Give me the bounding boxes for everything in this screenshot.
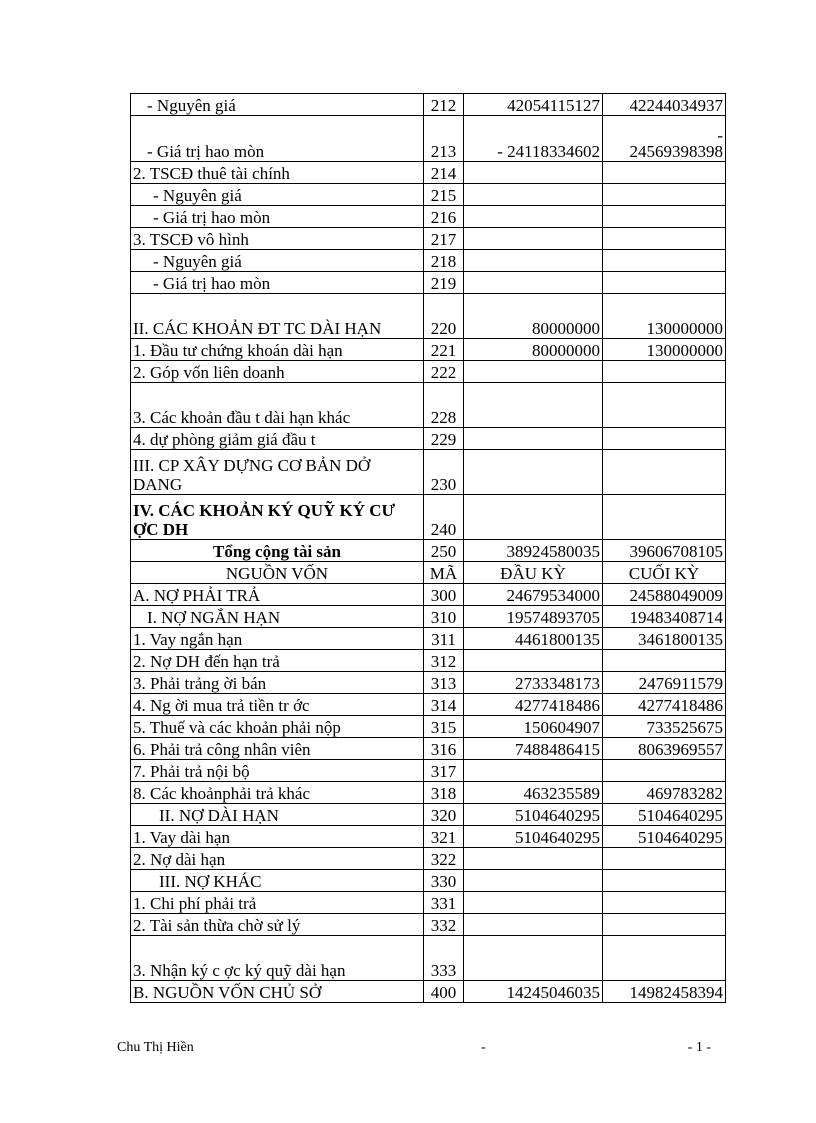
row-value-end-cell (603, 383, 726, 428)
row-code: 320 (424, 804, 464, 826)
table-row (131, 162, 726, 184)
row-value-start (464, 760, 603, 782)
row-item-label: II. NỢ DÀI HẠN (131, 804, 424, 826)
row-value-start (464, 162, 603, 184)
row-code: 214 (424, 162, 464, 184)
row-value-end-cell (603, 540, 726, 562)
table-row (131, 914, 726, 936)
row-value-start (464, 848, 603, 870)
row-value-start: 5104640295 (464, 804, 603, 826)
row-value-start (464, 450, 603, 495)
row-value-start: 19574893705 (464, 606, 603, 628)
row-code: 333 (424, 936, 464, 981)
row-code: 322 (424, 848, 464, 870)
row-value-start: 2733348173 (464, 672, 603, 694)
row-value-start (464, 228, 603, 250)
row-item-label: 1. Chi phí phải trả (131, 892, 424, 914)
row-value-end: 4277418486 (638, 696, 723, 715)
table-row (131, 383, 726, 428)
row-code: 400 (424, 981, 464, 1003)
row-item-label: 5. Thuế và các khoản phải nộp (131, 716, 424, 738)
row-item-label: 3. Phải trảng ời bán (131, 672, 424, 694)
row-item-label: - Nguyên giá (131, 94, 424, 116)
row-value-end: 42244034937 (629, 96, 723, 115)
table-row (131, 584, 726, 606)
table-row (131, 339, 726, 361)
row-value-start (464, 428, 603, 450)
balance-sheet-table (130, 93, 726, 1003)
row-code: 330 (424, 870, 464, 892)
row-value-end-cell (603, 606, 726, 628)
row-code: 215 (424, 184, 464, 206)
row-item-label: 1. Vay ngắn hạn (131, 628, 424, 650)
footer-author: Chu Thị Hiền (117, 1040, 194, 1055)
row-item-label: 6. Phải trả công nhân viên (131, 738, 424, 760)
row-value-end-cell (603, 782, 726, 804)
row-code: 314 (424, 694, 464, 716)
table-row (131, 250, 726, 272)
row-value-end-cell (603, 562, 726, 584)
row-item-label: - Nguyên giá (131, 250, 424, 272)
row-value-start (464, 206, 603, 228)
row-value-start: 4461800135 (464, 628, 603, 650)
row-value-end-cell (603, 870, 726, 892)
row-item-label: - Giá trị hao mòn (131, 116, 424, 162)
row-value-end-cell (603, 116, 726, 162)
row-value-end: 24569398398 (629, 142, 723, 161)
table-row (131, 228, 726, 250)
row-code: 318 (424, 782, 464, 804)
row-value-end-cell (603, 450, 726, 495)
row-value-end-cell (603, 584, 726, 606)
table-row (131, 848, 726, 870)
table-row (131, 738, 726, 760)
balance-sheet-body (131, 94, 726, 1003)
table-row (131, 361, 726, 383)
row-value-start (464, 870, 603, 892)
row-value-end: 3461800135 (638, 630, 723, 649)
row-value-end-cell (603, 716, 726, 738)
row-value-end: CUỐI KỲ (628, 564, 700, 583)
row-value-end-cell (603, 760, 726, 782)
row-value-end-cell (603, 294, 726, 339)
row-value-start (464, 892, 603, 914)
row-value-end-cell (603, 826, 726, 848)
row-value-end-cell (603, 694, 726, 716)
table-row (131, 94, 726, 116)
table-row (131, 782, 726, 804)
table-row (131, 272, 726, 294)
row-value-start: - 24118334602 (464, 116, 603, 162)
row-value-end-cell (603, 738, 726, 760)
row-value-start: 5104640295 (464, 826, 603, 848)
table-row (131, 206, 726, 228)
row-value-end-cell (603, 428, 726, 450)
row-code: 311 (424, 628, 464, 650)
row-value-end: 19483408714 (629, 608, 723, 627)
row-value-end-cell (603, 628, 726, 650)
row-value-start: 42054115127 (464, 94, 603, 116)
row-value-end: 733525675 (646, 718, 723, 737)
row-value-end-cell (603, 272, 726, 294)
row-value-start: 24679534000 (464, 584, 603, 606)
row-value-start: 7488486415 (464, 738, 603, 760)
row-code: 300 (424, 584, 464, 606)
row-value-end-cell (603, 981, 726, 1003)
row-code: 221 (424, 339, 464, 361)
table-row (131, 495, 726, 540)
row-code: 213 (424, 116, 464, 162)
table-row (131, 870, 726, 892)
row-item-label: A. NỢ PHẢI TRẢ (131, 584, 424, 606)
row-value-end-cell (603, 914, 726, 936)
row-value-start: 150604907 (464, 716, 603, 738)
row-code: 218 (424, 250, 464, 272)
table-row (131, 650, 726, 672)
row-item-label: B. NGUỒN VỐN CHỦ SỞ (131, 981, 424, 1003)
row-value-end-cell (603, 162, 726, 184)
row-item-label: 1. Vay dài hạn (131, 826, 424, 848)
row-item-label: 7. Phải trả nội bộ (131, 760, 424, 782)
row-code: 228 (424, 383, 464, 428)
table-row (131, 760, 726, 782)
table-row (131, 628, 726, 650)
row-item-label: 3. TSCĐ vô hình (131, 228, 424, 250)
table-row (131, 606, 726, 628)
row-value-end: 130000000 (646, 319, 723, 338)
row-value-start: 14245046035 (464, 981, 603, 1003)
table-row (131, 116, 726, 162)
row-value-end-cell (603, 206, 726, 228)
table-row (131, 716, 726, 738)
row-value-start: 4277418486 (464, 694, 603, 716)
row-value-start: 38924580035 (464, 540, 603, 562)
footer-page-number: - 1 - (687, 1040, 711, 1055)
row-value-end-cell (603, 848, 726, 870)
row-value-end: 5104640295 (638, 828, 723, 847)
row-item-label: 3. Nhận ký c ợc ký quỹ dài hạn (131, 936, 424, 981)
row-item-label: I. NỢ NGẮN HẠN (131, 606, 424, 628)
row-code: 212 (424, 94, 464, 116)
table-row (131, 694, 726, 716)
row-code: 315 (424, 716, 464, 738)
row-item-label: 2. Tài sản thừa chờ sử lý (131, 914, 424, 936)
row-item-label: 3. Các khoản đầu t dài hạn khác (131, 383, 424, 428)
row-value-end: 14982458394 (629, 983, 723, 1002)
row-item-label: - Giá trị hao mòn (131, 272, 424, 294)
row-value-end: 5104640295 (638, 806, 723, 825)
row-value-end-cell (603, 184, 726, 206)
page-footer (117, 1040, 711, 1060)
row-item-label: IV. CÁC KHOẢN KÝ QUỸ KÝ CƯ ỢC DH (131, 495, 424, 540)
row-value-start (464, 914, 603, 936)
row-value-start (464, 250, 603, 272)
row-code: 317 (424, 760, 464, 782)
table-row (131, 540, 726, 562)
footer-separator: - (481, 1040, 486, 1055)
row-code: 332 (424, 914, 464, 936)
table-row (131, 826, 726, 848)
row-value-end-cell (603, 250, 726, 272)
row-item-label: 8. Các khoảnphải trả khác (131, 782, 424, 804)
row-value-end-cell (603, 672, 726, 694)
row-value-start (464, 383, 603, 428)
table-row (131, 981, 726, 1003)
row-value-end: 8063969557 (638, 740, 723, 759)
row-value-end: 130000000 (646, 341, 723, 360)
row-item-label: NGUỒN VỐN (131, 562, 424, 584)
row-value-start: 463235589 (464, 782, 603, 804)
row-item-label: Tổng cộng tài sản (131, 540, 424, 562)
row-item-label: - Giá trị hao mòn (131, 206, 424, 228)
row-item-label: 2. Nợ dài hạn (131, 848, 424, 870)
row-value-end-cell (603, 495, 726, 540)
table-row (131, 936, 726, 981)
row-code: 312 (424, 650, 464, 672)
row-value-end: 2476911579 (638, 674, 723, 693)
row-code: 316 (424, 738, 464, 760)
row-code: MÃ (424, 562, 464, 584)
row-value-end: 469783282 (646, 784, 723, 803)
row-value-start (464, 272, 603, 294)
row-code: 222 (424, 361, 464, 383)
row-item-label: 2. Góp vốn liên doanh (131, 361, 424, 383)
row-item-label: 2. TSCĐ thuê tài chính (131, 162, 424, 184)
row-code: 310 (424, 606, 464, 628)
row-code: 217 (424, 228, 464, 250)
row-value-end: 24588049009 (629, 586, 723, 605)
table-row (131, 892, 726, 914)
row-code: 220 (424, 294, 464, 339)
row-item-label: III. CP XÂY DỰNG CƠ BẢN DỞ DANG (131, 450, 424, 495)
table-row (131, 450, 726, 495)
row-value-start (464, 650, 603, 672)
table-row (131, 294, 726, 339)
table-row (131, 804, 726, 826)
row-value-end-cell (603, 94, 726, 116)
row-code: 229 (424, 428, 464, 450)
row-item-label: - Nguyên giá (131, 184, 424, 206)
row-code: 250 (424, 540, 464, 562)
row-value-end-cell (603, 650, 726, 672)
row-value-end-cell (603, 339, 726, 361)
row-value-start (464, 184, 603, 206)
row-value-end-prefix: - (717, 126, 723, 145)
row-code: 230 (424, 450, 464, 495)
row-value-end-cell (603, 361, 726, 383)
row-value-start: ĐẦU KỲ (464, 562, 603, 584)
row-item-label: III. NỢ KHÁC (131, 870, 424, 892)
row-code: 331 (424, 892, 464, 914)
table-row (131, 672, 726, 694)
row-item-label: 4. Ng ời mua trả tiền tr ớc (131, 694, 424, 716)
row-value-end-cell (603, 936, 726, 981)
row-item-label: 1. Đầu tư chứng khoán dài hạn (131, 339, 424, 361)
row-code: 219 (424, 272, 464, 294)
row-value-start (464, 936, 603, 981)
table-row (131, 428, 726, 450)
table-header-row (131, 562, 726, 584)
row-item-label: II. CÁC KHOẢN ĐT TC DÀI HẠN (131, 294, 424, 339)
row-item-label: 2. Nợ DH đến hạn trả (131, 650, 424, 672)
table-row (131, 184, 726, 206)
row-value-end-cell (603, 228, 726, 250)
row-code: 321 (424, 826, 464, 848)
row-value-end-cell (603, 892, 726, 914)
row-value-end: 39606708105 (629, 542, 723, 561)
row-value-end-cell (603, 804, 726, 826)
row-code: 313 (424, 672, 464, 694)
row-code: 216 (424, 206, 464, 228)
row-value-start: 80000000 (464, 339, 603, 361)
row-value-start (464, 495, 603, 540)
row-item-label: 4. dự phòng giảm giá đầu t (131, 428, 424, 450)
row-value-start (464, 361, 603, 383)
row-value-start: 80000000 (464, 294, 603, 339)
row-code: 240 (424, 495, 464, 540)
